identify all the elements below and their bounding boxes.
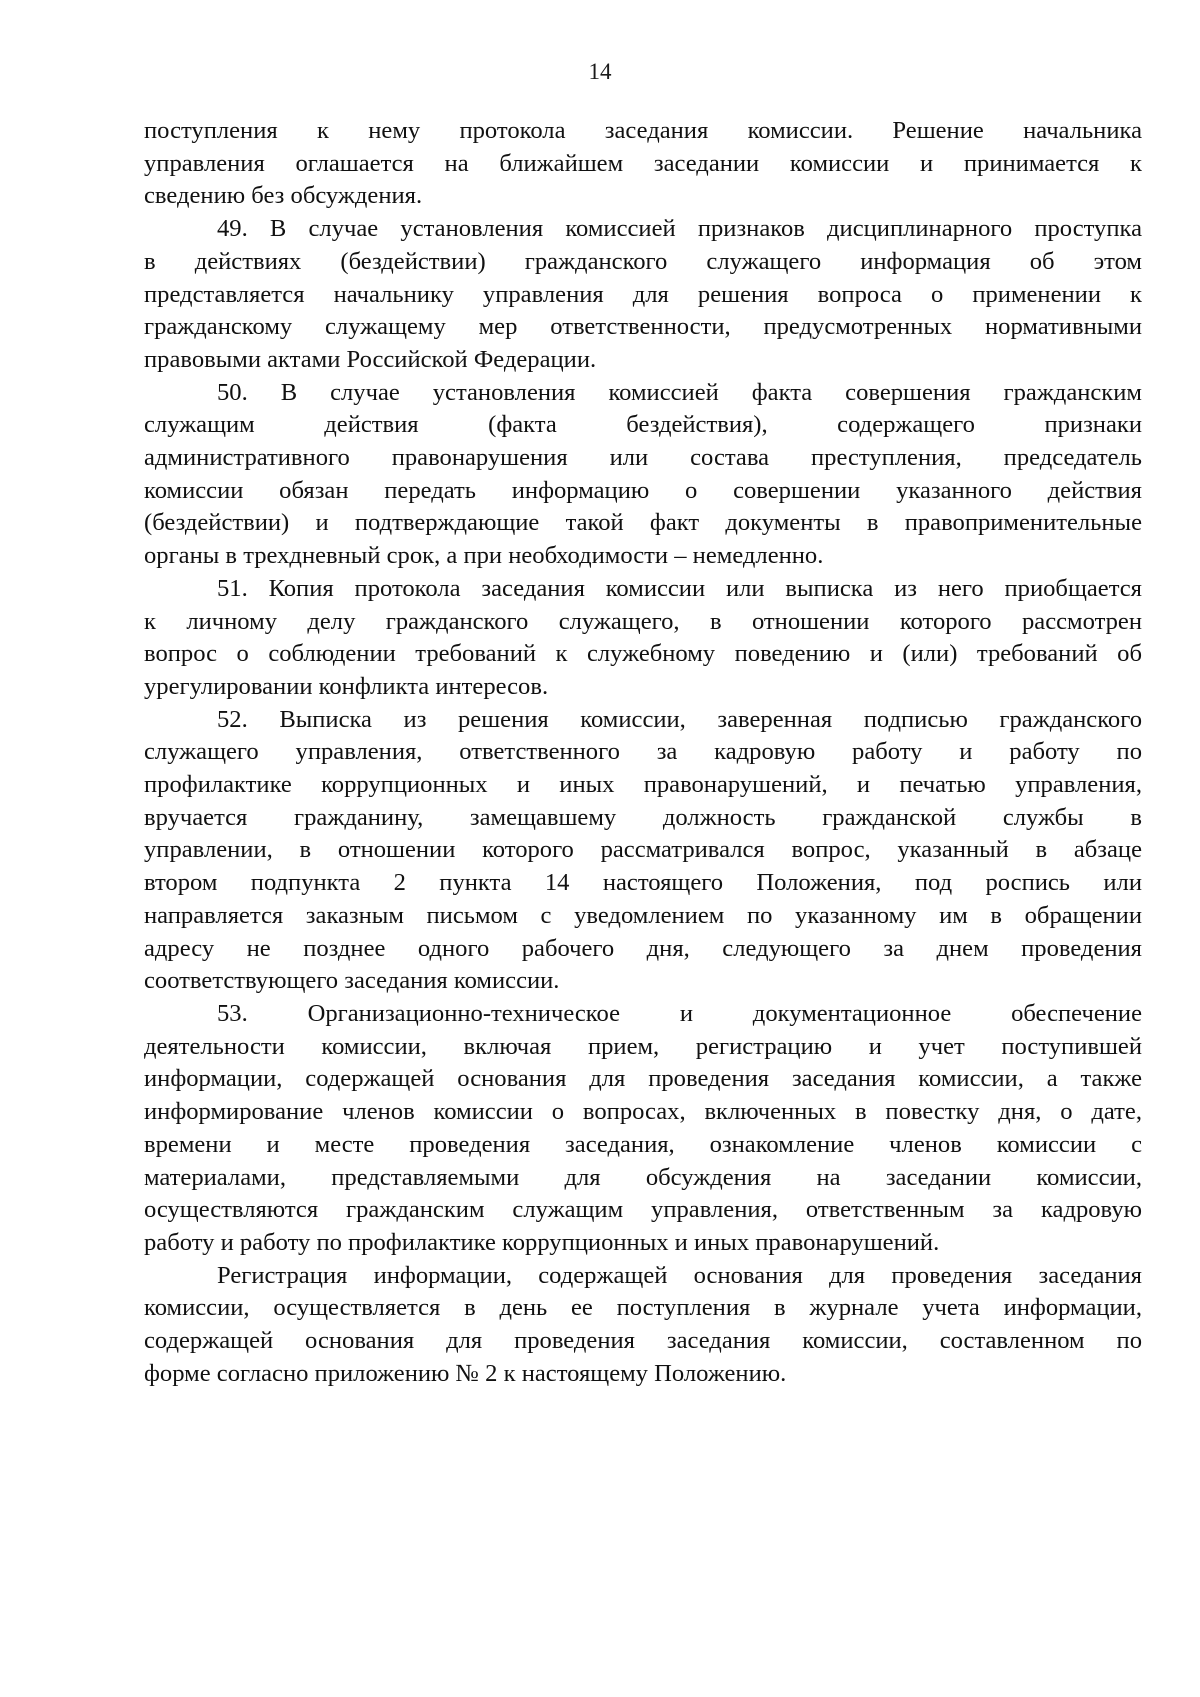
text-line: вручается гражданину, замещавшему должность гражданской службы в	[144, 803, 1142, 831]
page-number: 14	[588, 59, 612, 84]
text-line: 53. Организационно-техническое и документационное обеспечение	[217, 999, 1142, 1027]
text-line: управления оглашается на ближайшем заседании комиссии и принимается к	[144, 149, 1142, 177]
text-line: управлении, в отношении которого рассматривался вопрос, указанный в абзаце	[144, 836, 1142, 864]
text-line: Регистрация информации, содержащей основания для проведения заседания	[217, 1261, 1142, 1289]
text-line: профилактике коррупционных и иных правонарушений, и печатью управления,	[144, 771, 1142, 799]
text-line: 52. Выписка из решения комиссии, заверенная подписью гражданского	[217, 705, 1142, 733]
text-line: органы в трехдневный срок, а при необходимости – немедленно.	[144, 542, 824, 570]
paragraph	[144, 213, 1142, 377]
text-line: втором подпункта 2 пункта 14 настоящего Положения, под роспись или	[144, 869, 1142, 897]
text-line: соответствующего заседания комиссии.	[144, 967, 560, 995]
text-line: служащего управления, ответственного за кадровую работу и работу по	[144, 738, 1142, 766]
text-line: времени и месте проведения заседания, ознакомление членов комиссии с	[144, 1130, 1142, 1158]
text-line: осуществляются гражданским служащим управления, ответственным за кадровую	[144, 1196, 1142, 1224]
text-line: форме согласно приложению № 2 к настоящему Положению.	[144, 1359, 787, 1387]
text-line: в действиях (бездействии) гражданского служащего информация об этом	[144, 247, 1142, 275]
text-line: адресу не позднее одного рабочего дня, следующего за днем проведения	[144, 934, 1142, 962]
text-line: 51. Копия протокола заседания комиссии или выписка из него приобщается	[217, 574, 1142, 602]
text-line: информации, содержащей основания для проведения заседания комиссии, а также	[144, 1065, 1142, 1093]
text-line: сведению без обсуждения.	[144, 182, 423, 210]
text-line: служащим действия (факта бездействия), содержащего признаки	[144, 411, 1142, 439]
text-line: работу и работу по профилактике коррупционных и иных правонарушений.	[144, 1228, 940, 1256]
paragraph	[144, 573, 1142, 704]
text-line: правовыми актами Российской Федерации.	[144, 345, 597, 373]
text-line: поступления к нему протокола заседания комиссии. Решение начальника	[144, 117, 1142, 144]
text-line: (бездействии) и подтверждающие такой факт документы в правоприменительные	[144, 509, 1142, 537]
text-line: 50. В случае установления комиссией факта совершения гражданским	[217, 378, 1142, 406]
text-line: направляется заказным письмом с уведомлением по указанному им в обращении	[144, 901, 1142, 929]
text-line: комиссии, осуществляется в день ее поступления в журнале учета информации,	[144, 1294, 1142, 1322]
text-line: материалами, представляемыми для обсуждения на заседании комиссии,	[144, 1163, 1142, 1191]
paragraph	[144, 704, 1142, 998]
paragraph	[144, 1260, 1142, 1391]
text-line: представляется начальнику управления для решения вопроса о применении к	[144, 280, 1142, 308]
text-line: к личному делу гражданского служащего, в отношении которого рассмотрен	[144, 607, 1142, 635]
text-line: вопрос о соблюдении требований к служебному поведению и (или) требований об	[144, 640, 1142, 668]
text-line: урегулировании конфликта интересов.	[144, 672, 549, 700]
text-line: деятельности комиссии, включая прием, регистрацию и учет поступившей	[144, 1032, 1142, 1060]
text-line: административного правонарушения или состава преступления, председатель	[144, 444, 1142, 472]
text-line: содержащей основания для проведения заседания комиссии, составленном по	[144, 1327, 1142, 1355]
paragraph	[144, 377, 1142, 573]
document-body	[144, 115, 1142, 1390]
paragraph	[144, 998, 1142, 1260]
paragraph	[144, 115, 1142, 213]
text-line: комиссии обязан передать информацию о совершении указанного действия	[144, 476, 1142, 504]
text-line: гражданскому служащему мер ответственности, предусмотренных нормативными	[144, 313, 1142, 341]
text-line: 49. В случае установления комиссией признаков дисциплинарного проступка	[217, 215, 1142, 243]
text-line: информирование членов комиссии о вопросах, включенных в повестку дня, о дате,	[144, 1098, 1142, 1126]
